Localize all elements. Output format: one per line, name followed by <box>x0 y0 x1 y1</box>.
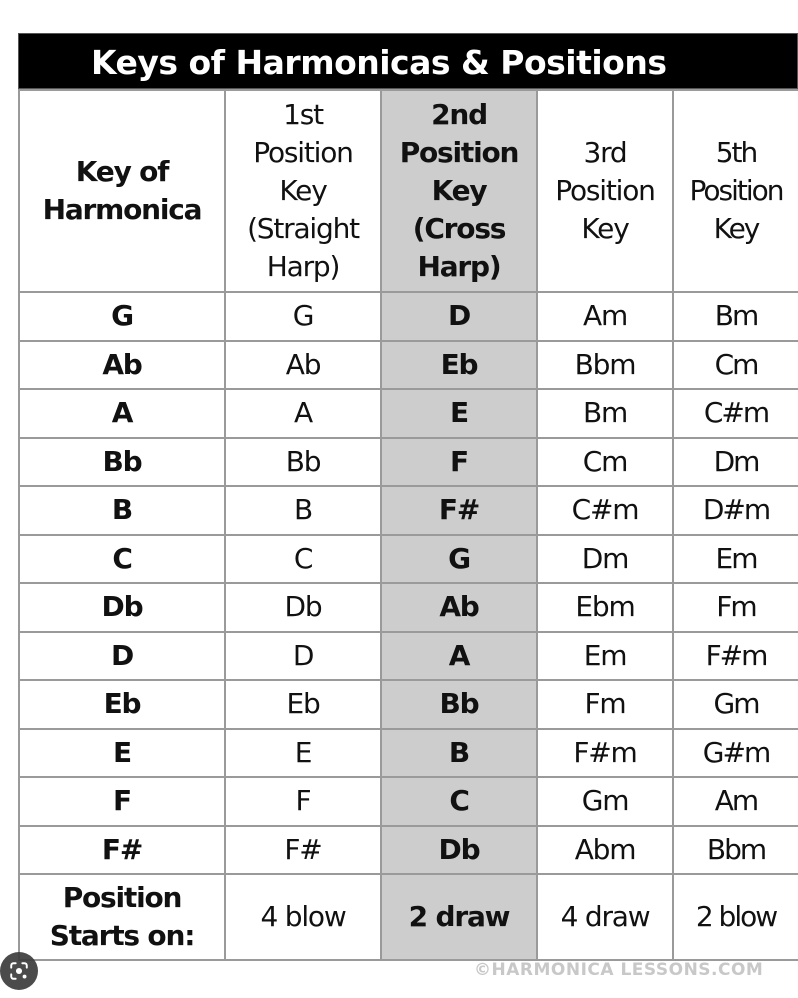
cell-text: Fm <box>716 590 756 624</box>
table-cell <box>537 680 673 729</box>
cell-text: 2nd <box>431 98 487 131</box>
table-cell <box>19 777 225 826</box>
cell-text: 2 blow <box>695 900 777 933</box>
table-cell <box>673 535 798 584</box>
table-cell <box>19 292 225 341</box>
cell-text: Abm <box>574 832 636 866</box>
cell-text: Key of <box>75 155 169 188</box>
table-row <box>19 486 798 535</box>
cell-text: C <box>293 541 313 575</box>
cell-text: Em <box>583 638 627 672</box>
table-cell <box>537 535 673 584</box>
table-cell <box>537 438 673 487</box>
table-cell <box>537 632 673 681</box>
cell-text: G <box>292 299 314 333</box>
table-cell <box>537 292 673 341</box>
table-cell <box>381 292 537 341</box>
table-cell <box>381 438 537 487</box>
cell-text: F#m <box>705 638 767 672</box>
cell-text: Bm <box>582 396 628 430</box>
cell-text: Key <box>713 212 759 245</box>
cell-text: Dm <box>713 444 759 478</box>
cell-text: G <box>448 541 470 575</box>
cell-text: 2 draw <box>408 900 510 933</box>
table-cell <box>225 341 381 390</box>
cell-text: C#m <box>703 396 769 430</box>
table-cell <box>225 292 381 341</box>
cell-text: Bbm <box>706 832 766 866</box>
header-3rd-position <box>537 90 673 292</box>
table-row <box>19 535 798 584</box>
position-starts-label <box>19 874 225 960</box>
cell-text: Harp) <box>266 250 340 283</box>
cell-text: Am <box>582 299 628 333</box>
cell-text: Bb <box>285 444 321 478</box>
table-cell <box>381 826 537 875</box>
cell-text: Db <box>438 832 480 866</box>
cell-text: Position <box>399 136 519 169</box>
table-row <box>19 438 798 487</box>
table-cell <box>381 535 537 584</box>
table-cell <box>537 583 673 632</box>
cell-text: F# <box>438 493 480 527</box>
table-row <box>19 729 798 778</box>
table-cell <box>381 389 537 438</box>
cell-text: Db <box>284 590 322 624</box>
header-5th-position <box>673 90 798 292</box>
cell-text: Eb <box>286 687 320 721</box>
cell-text: Position <box>555 174 655 207</box>
cell-text: Key <box>581 212 629 245</box>
cell-text: Eb <box>103 687 141 721</box>
table-cell <box>225 632 381 681</box>
cell-text: 3rd <box>583 136 627 169</box>
table-cell <box>19 632 225 681</box>
chart-title: Keys of Harmonicas & Positions <box>18 33 798 89</box>
table-cell <box>381 729 537 778</box>
cell-text: 5th <box>715 136 757 169</box>
table-cell <box>19 438 225 487</box>
position-starts-value <box>381 874 537 960</box>
cell-text: C <box>449 784 469 818</box>
header-key-of-harmonica <box>19 90 225 292</box>
cell-text: B <box>111 493 133 527</box>
cell-text: Bb <box>102 444 142 478</box>
table-cell <box>673 389 798 438</box>
cell-text: Bb <box>439 687 479 721</box>
table-cell <box>381 341 537 390</box>
table-cell <box>537 486 673 535</box>
table-row <box>19 583 798 632</box>
table-cell <box>19 729 225 778</box>
cell-text: Cm <box>582 444 628 478</box>
table-cell <box>381 583 537 632</box>
cell-text: D#m <box>702 493 770 527</box>
harmonica-positions-chart <box>18 33 798 961</box>
table-cell <box>381 777 537 826</box>
table-cell <box>19 680 225 729</box>
cell-text: F <box>450 444 468 478</box>
table-cell <box>19 535 225 584</box>
cell-text: E <box>294 735 312 769</box>
lens-icon <box>9 961 29 981</box>
header-row <box>19 90 798 292</box>
cell-text: Position <box>253 136 353 169</box>
position-starts-row <box>19 874 798 960</box>
table-cell <box>537 729 673 778</box>
cell-text: (Cross <box>412 212 506 245</box>
table-cell <box>673 632 798 681</box>
cell-text: Dm <box>581 541 629 575</box>
cell-text: Key <box>279 174 327 207</box>
table-cell <box>225 535 381 584</box>
cell-text: Cm <box>714 347 758 381</box>
cell-text: D <box>447 299 471 333</box>
table-cell <box>225 680 381 729</box>
cell-text: A <box>294 396 312 430</box>
cell-text: Ab <box>102 347 142 381</box>
table-cell <box>673 341 798 390</box>
table-cell <box>381 486 537 535</box>
cell-text: A <box>111 396 133 430</box>
table-cell <box>225 583 381 632</box>
position-starts-value <box>225 874 381 960</box>
table-cell <box>673 680 798 729</box>
cell-text: B <box>293 493 312 527</box>
table-cell <box>537 826 673 875</box>
cell-text: Eb <box>440 347 478 381</box>
cell-text: E <box>113 735 131 769</box>
cell-text: F# <box>101 832 143 866</box>
table-cell <box>19 826 225 875</box>
table-row <box>19 341 798 390</box>
cell-text: D <box>110 638 134 672</box>
cell-text: (Straight <box>247 212 359 245</box>
cell-text: Gm <box>713 687 759 721</box>
cell-text: F <box>113 784 131 818</box>
table-cell <box>225 826 381 875</box>
table-cell <box>673 777 798 826</box>
table-cell <box>673 583 798 632</box>
cell-text: E <box>450 396 468 430</box>
cell-text: Starts on: <box>49 919 195 952</box>
cell-text: 4 blow <box>260 900 346 933</box>
table-cell <box>381 680 537 729</box>
cell-text: Em <box>715 541 757 575</box>
cell-text: 4 draw <box>560 900 650 933</box>
table-cell <box>19 389 225 438</box>
table-cell <box>537 341 673 390</box>
table-cell <box>225 438 381 487</box>
cell-text: Position <box>689 174 783 207</box>
table-cell <box>537 777 673 826</box>
cell-text: D <box>292 638 314 672</box>
table-cell <box>673 486 798 535</box>
table-cell <box>225 777 381 826</box>
cell-text: F#m <box>573 735 637 769</box>
cell-text: F <box>295 784 311 818</box>
position-starts-value <box>673 874 798 960</box>
position-starts-value <box>537 874 673 960</box>
table-cell <box>19 583 225 632</box>
table-cell <box>673 438 798 487</box>
cell-text: Position <box>62 881 182 914</box>
cell-text: Gm <box>581 784 629 818</box>
cell-text: Harmonica <box>42 193 202 226</box>
table-row <box>19 826 798 875</box>
cell-text: C <box>112 541 132 575</box>
cell-text: Bbm <box>574 347 636 381</box>
header-1st-position <box>225 90 381 292</box>
table-cell <box>225 486 381 535</box>
positions-table <box>18 89 798 961</box>
cell-text: Ab <box>285 347 321 381</box>
cell-text: F# <box>284 832 322 866</box>
table-row <box>19 632 798 681</box>
visual-search-button[interactable] <box>0 952 38 990</box>
cell-text: G#m <box>702 735 770 769</box>
cell-text: 1st <box>283 98 323 131</box>
table-row <box>19 777 798 826</box>
table-row <box>19 680 798 729</box>
table-cell <box>381 632 537 681</box>
cell-text: Ab <box>439 590 479 624</box>
table-cell <box>673 826 798 875</box>
table-cell <box>537 389 673 438</box>
cell-text: Bm <box>714 299 758 333</box>
table-cell <box>225 729 381 778</box>
cell-text: Ebm <box>575 590 635 624</box>
table-cell <box>19 341 225 390</box>
watermark: ©HARMONICA LESSONS.COM <box>474 960 764 980</box>
table-cell <box>19 486 225 535</box>
header-2nd-position <box>381 90 537 292</box>
table-row <box>19 292 798 341</box>
cell-text: Key <box>431 174 487 207</box>
table-row <box>19 389 798 438</box>
cell-text: Db <box>101 590 143 624</box>
table-cell <box>673 729 798 778</box>
cell-text: C#m <box>571 493 639 527</box>
cell-text: G <box>111 299 133 333</box>
table-cell <box>673 292 798 341</box>
cell-text: Fm <box>584 687 626 721</box>
cell-text: Harp) <box>417 250 501 283</box>
cell-text: B <box>448 735 470 769</box>
cell-text: Am <box>714 784 758 818</box>
cell-text: A <box>448 638 470 672</box>
table-cell <box>225 389 381 438</box>
